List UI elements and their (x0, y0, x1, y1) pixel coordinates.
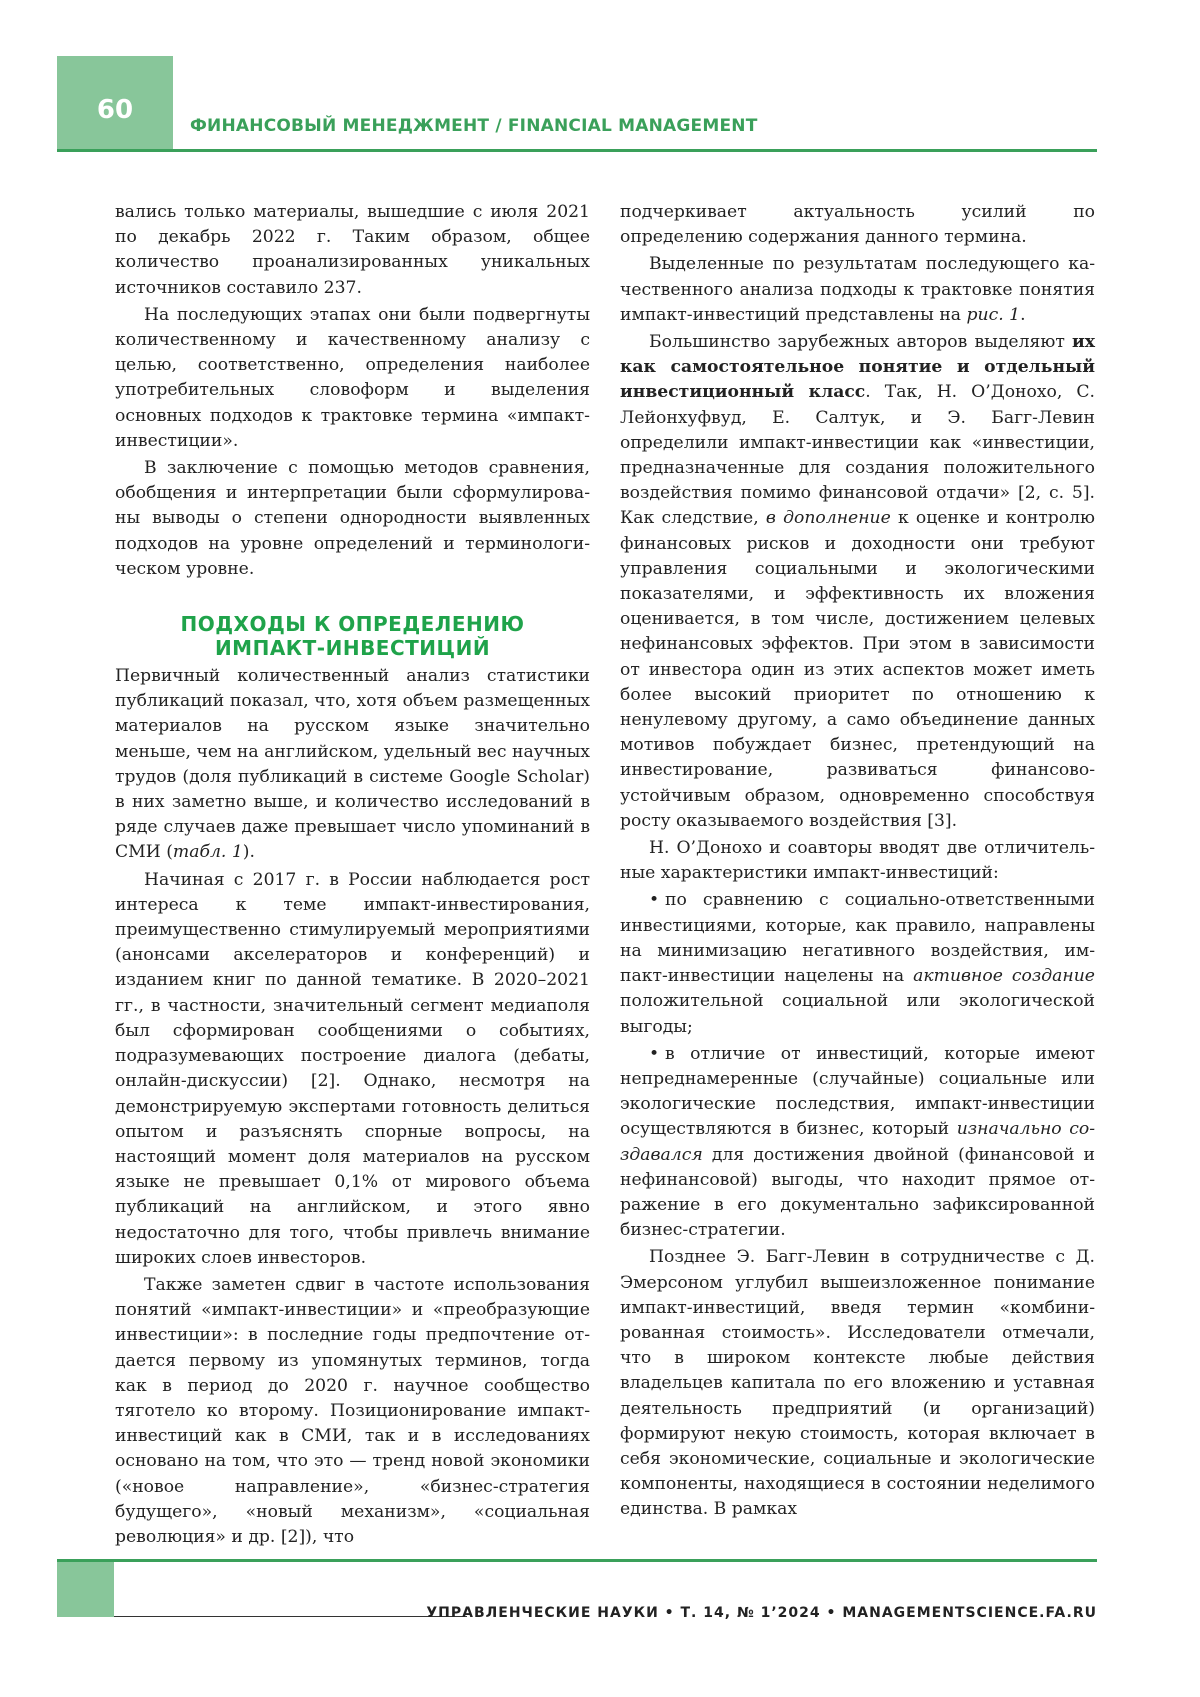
paragraph: Начиная с 2017 г. в России наблюдается рост интереса к теме импакт-инвестирования, преимущественно стимулируемый мероприятиями (анонсами акселераторов и конференций) и изданием книг по данной тематике. В 2020–2021 гг., в частности, значительный сегмент медиаполя был сформирован сообщениями о событиях, подразумевающих построение диалога (дебаты, онлайн-дискуссии) [2]. Однако, несмотря на демонстрируемую экспертами готовность делиться опытом и разъяснять спорные вопросы, на настоящий момент доля материалов на русском языке не превышает 0,1% от мирового объема публикаций на английском, и этого явно недостаточно для того, чтобы привлечь внимание широких слоев инвесторов. (115, 869, 590, 1268)
italic-phrase: активное создание (913, 966, 1095, 987)
paragraph (620, 330, 1095, 834)
text-run: положительной социальной или экологической выгоды; (620, 991, 1095, 1037)
text-run: Первичный количественный анализ статистики публикаций показал, что, хотя объем размещенных материалов на русском языке значительно меньше, чем на английском, удельный вес научных трудов (доля публикаций в системе Google Scholar) в них заметно выше, и количество исследований в ряде случаев даже превышает число упоминаний в СМИ ( (115, 666, 590, 863)
paragraph: подчеркивает актуальность усилий по определению содержания данного термина. (620, 202, 1095, 248)
text-run: по сравнению с социально-ответственными инвестициями, которые, как правило, направлены на минимизацию негативного воздействия, импакт-инвестиции нацелены на (620, 890, 1095, 987)
section-heading-line: ПОДХОДЫ К ОПРЕДЕЛЕНИЮ (180, 612, 525, 637)
text-run: в отличие от инвестиций, которые имеют непреднамеренные (случайные) социальные или экологические последствия, импакт-инвестиции осуществляются в бизнес, который (620, 1043, 1095, 1140)
header-rule (57, 149, 1097, 152)
paragraph: В заключение с помощью методов сравнения, обобщения и интерпретации были сформулированы выводы о степени однородности выявленных подходов на уровне определений и терминологическом уровне. (115, 458, 590, 579)
right-column (620, 200, 1095, 1525)
page-number: 60 (96, 95, 134, 125)
text-run: к оценке и контролю финансовых рисков и доходности они требуют управления социальными и экологическими показателями, и эффективность их вложения оценивается, в том числе, достижением целевых нефинансовых эффектов. При этом в зависимости от инвестора один из этих аспектов может иметь более высокий приоритет по отношению к ненулевому другому, а само объединение данных мотивов побуждает бизнес, претендующий на инвестирование, развиваться финансово-устойчивым образом, одновременно способствуя росту оказываемого воздействия [3]. (620, 508, 1096, 831)
paragraph: На последующих этапах они были подвергнуты количественному и качественному анализу с целью, соответственно, определения наиболее употребительных словоформ и выделения основных подходов к трактовке термина «импакт-инвестиции». (115, 304, 590, 451)
text-run: Большинство зарубежных авторов выделяют (649, 332, 1072, 353)
italic-phrase: изначально создавался (620, 1119, 1096, 1165)
footer-accent-box (57, 1562, 114, 1617)
page-number-box (57, 56, 173, 150)
footer-line (114, 1616, 467, 1617)
text-run: . Так, Н. О’Донохо, С. Лейонхуфвуд, Е. Салтук, и Э. Багг-Левин определили импакт-инвестиции как «инвестиции, предназначенные для создания положительного воздействия помимо финансовой отдачи» [2, с. 5]. Как следствие, (620, 382, 1095, 529)
running-header-title: ФИНАНСОВЫЙ МЕНЕДЖМЕНТ / FINANCIAL MANAGEMENT (190, 116, 758, 136)
paragraph: Н. О’Донохо и соавторы вводят две отличительные характеристики импакт-инвестиций: (620, 838, 1095, 884)
bold-phrase: их как самостоятельное понятие и отдельный инвестиционный класс (620, 332, 1095, 403)
list-item (620, 888, 1095, 1039)
bullet-list (620, 888, 1095, 1243)
text-run: ). (242, 842, 255, 863)
text-run: . (1020, 304, 1026, 325)
paragraph: Также заметен сдвиг в частоте использования понятий «импакт-инвестиции» и «преобразующие инвестиции»: в последние годы предпочтение отдается первому из упомянутых терминов, тогда как в период до 2020 г. научное сообщество тяготело ко второму. Позиционирование импакт-инвестиций как в СМИ, так и в исследованиях основано на том, что это — тренд новой экономики («новое направление», «бизнес-стратегия будущего», «новый механизм», «социальная революция» и др. [2]), что (115, 1274, 590, 1547)
text-run: для достижения двойной (финансовой и нефинансовой) выгоды, что находит прямое отражение в его документально зафиксированной бизнес-стратегии. (620, 1144, 1095, 1241)
footer-rule (57, 1559, 1097, 1562)
section-heading-line: ИМПАКТ-ИНВЕСТИЦИЙ (214, 636, 491, 661)
table-reference: табл. 1 (172, 842, 243, 863)
list-item (620, 1042, 1095, 1244)
journal-footer: УПРАВЛЕНЧЕСКИЕ НАУКИ • Т. 14, № 1’2024 • MANAGEMENTSCIENCE.FA.RU (426, 1605, 1097, 1621)
text-run: Выделенные по результатам последующего качественного анализа подходы к трактовке понятия импакт-инвестиций представлены на (620, 254, 1095, 325)
paragraph (620, 252, 1095, 328)
paragraph (115, 664, 590, 866)
paragraph: вались только материалы, вышедшие с июля 2021 по декабрь 2022 г. Таким образом, общее количество проанализированных уникальных источников составило 237. (115, 202, 590, 298)
paragraph: Позднее Э. Багг-Левин в сотрудничестве с Д. Эмерсоном углубил вышеизложенное понимание импакт-инвестиций, введя термин «комбинированная стоимость». Исследователи отмечали, что в широком контексте любые действия владельцев капитала по его вложению и уставная деятельность предприятий (и организаций) формируют некую стоимость, которая включает в себя экономические, социальные и экологические компоненты, находящиеся в состоянии неделимого единства. В рамках (620, 1247, 1095, 1520)
figure-reference: рис. 1 (966, 304, 1021, 325)
section-heading (115, 612, 590, 660)
italic-phrase: в дополнение (765, 508, 891, 529)
left-column (115, 200, 590, 1552)
